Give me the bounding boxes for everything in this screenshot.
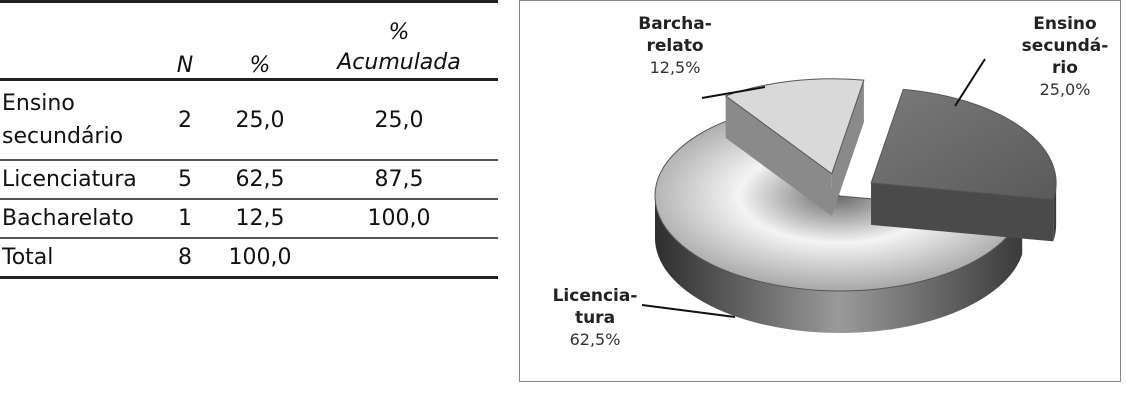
pie-slice-top — [871, 89, 1056, 199]
slice-label: Ensino — [1033, 14, 1097, 34]
slice-label: Barcha- — [638, 14, 712, 34]
row-n: 5 — [150, 160, 220, 199]
row-cum — [300, 238, 498, 278]
pie-slice-ensino-secundário — [871, 89, 1056, 241]
header-n: N — [150, 2, 220, 80]
row-label-line2: secundário — [2, 124, 124, 149]
table-row-total — [0, 238, 498, 278]
leader-line — [955, 59, 985, 106]
slice-value-label: 62,5% — [569, 330, 621, 349]
row-label: Licenciatura — [0, 160, 150, 199]
row-label: Bacharelato — [0, 199, 150, 238]
table-row — [0, 160, 498, 199]
row-label-line1: Ensino — [2, 91, 75, 116]
row-pct: 100,0 — [220, 238, 300, 278]
row-n: 1 — [150, 199, 220, 238]
header-cumulative-line1: % — [388, 20, 410, 45]
row-label — [0, 80, 150, 161]
header-empty — [0, 2, 150, 80]
row-cum: 87,5 — [300, 160, 498, 199]
frequency-table — [0, 0, 498, 279]
row-pct: 25,0 — [220, 80, 300, 161]
table-header-row — [0, 2, 498, 80]
pie-chart-frame — [519, 0, 1121, 382]
row-pct: 12,5 — [220, 199, 300, 238]
header-cumulative — [300, 2, 498, 80]
frequency-table-grid — [0, 0, 498, 279]
header-percent: % — [220, 2, 300, 80]
slice-label: rio — [1052, 58, 1078, 78]
row-cum: 25,0 — [300, 80, 498, 161]
row-label: Total — [0, 238, 150, 278]
table-row — [0, 80, 498, 161]
slice-label: tura — [574, 308, 616, 328]
pie-chart — [520, 1, 1120, 381]
header-cumulative-line2: Acumulada — [337, 50, 461, 75]
row-pct: 62,5 — [220, 160, 300, 199]
row-n: 8 — [150, 238, 220, 278]
slice-label: Licencia- — [552, 286, 638, 306]
row-n: 2 — [150, 80, 220, 161]
table-row — [0, 199, 498, 238]
slice-label: secundá- — [1021, 36, 1109, 56]
slice-label: relato — [646, 36, 704, 56]
slice-value-label: 12,5% — [649, 58, 701, 77]
row-cum: 100,0 — [300, 199, 498, 238]
slice-value-label: 25,0% — [1039, 80, 1091, 99]
